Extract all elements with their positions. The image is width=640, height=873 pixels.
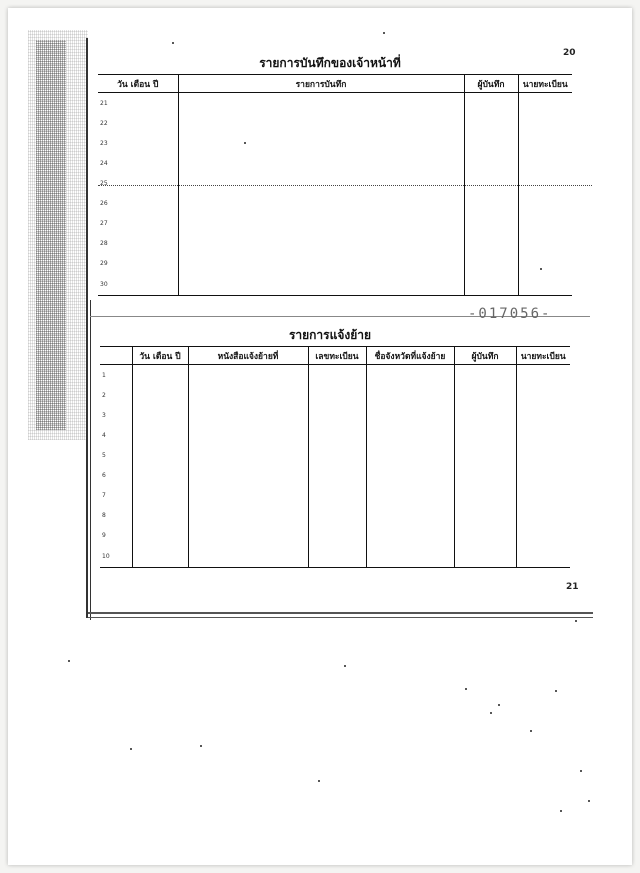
table-row	[98, 174, 572, 194]
table-row	[100, 546, 570, 568]
table-row	[100, 386, 570, 406]
scan-speck	[318, 780, 320, 782]
scan-speck	[540, 268, 542, 270]
row-number: 30	[100, 280, 108, 288]
scan-speck	[580, 770, 582, 772]
col-recorder: ผู้บันทึก	[464, 75, 518, 93]
table-row	[100, 466, 570, 486]
scan-speck	[575, 620, 577, 622]
row-number: 22	[100, 120, 108, 128]
row-number: 21	[100, 99, 108, 107]
row-number: 28	[100, 240, 108, 248]
scan-speck	[344, 665, 346, 667]
scan-speck	[130, 748, 132, 750]
col-registrar: นายทะเบียน	[516, 347, 570, 365]
table-row	[98, 93, 572, 114]
col-recorder: ผู้บันทึก	[454, 347, 516, 365]
table-row	[98, 254, 572, 274]
page-bottom-edge-shadow	[88, 617, 593, 618]
stamp-number: -017056-	[468, 306, 552, 322]
row-number: 8	[102, 512, 106, 520]
relocation-table	[100, 346, 570, 568]
row-number: 24	[100, 160, 108, 168]
col-number	[100, 347, 132, 365]
table-row	[100, 526, 570, 546]
table-row	[98, 274, 572, 296]
row-number: 29	[100, 260, 108, 268]
table-row	[98, 194, 572, 214]
row-number: 10	[102, 552, 110, 560]
col-registrar: นายทะเบียน	[518, 75, 572, 93]
binding-line-inner	[90, 300, 91, 620]
table-row	[98, 154, 572, 174]
table-row	[98, 114, 572, 134]
row-number: 2	[102, 392, 106, 400]
scan-speck	[588, 800, 590, 802]
scan-speck	[465, 688, 467, 690]
table-row	[100, 506, 570, 526]
scan-speck	[172, 42, 174, 44]
scan-speck	[560, 810, 562, 812]
row-number: 5	[102, 452, 106, 460]
table-row	[98, 234, 572, 254]
table-row	[100, 486, 570, 506]
table-row	[100, 446, 570, 466]
scan-speck	[498, 704, 500, 706]
scan-speck	[490, 712, 492, 714]
scan-speck	[68, 660, 70, 662]
scan-dotted-line	[98, 185, 592, 186]
page-bottom-edge	[88, 612, 593, 614]
table-row	[100, 426, 570, 446]
col-notice: หนังสือแจ้งย้ายที่	[188, 347, 308, 365]
top-form-title: รายการบันทึกของเจ้าหน้าที่	[259, 56, 401, 70]
scan-speck	[555, 690, 557, 692]
row-number: 3	[102, 412, 106, 420]
scan-speck	[530, 730, 532, 732]
row-number: 6	[102, 472, 106, 480]
row-number: 1	[102, 371, 106, 379]
row-number: 7	[102, 492, 106, 500]
row-number: 26	[100, 200, 108, 208]
binding-line	[86, 38, 88, 618]
page-number-bottom: 21	[566, 582, 579, 592]
row-number: 27	[100, 220, 108, 228]
row-number: 9	[102, 532, 106, 540]
col-date: วัน เดือน ปี	[132, 347, 188, 365]
scan-speck	[383, 32, 385, 34]
table-row	[98, 214, 572, 234]
row-number: 4	[102, 432, 106, 440]
col-record: รายการบันทึก	[178, 75, 464, 93]
scan-speck	[244, 142, 246, 144]
bottom-form-title: รายการแจ้งย้าย	[288, 328, 372, 342]
col-date: วัน เดือน ปี	[98, 75, 178, 93]
row-number: 23	[100, 140, 108, 148]
col-registration: เลขทะเบียน	[308, 347, 366, 365]
scan-speck	[200, 745, 202, 747]
row-number: 25	[100, 180, 108, 188]
table-row	[100, 365, 570, 386]
col-province: ชื่อจังหวัดที่แจ้งย้าย	[366, 347, 454, 365]
table-row	[100, 406, 570, 426]
table-row	[98, 134, 572, 154]
page-number-top: 20	[563, 48, 576, 58]
scan-shadow-dark	[36, 40, 66, 430]
